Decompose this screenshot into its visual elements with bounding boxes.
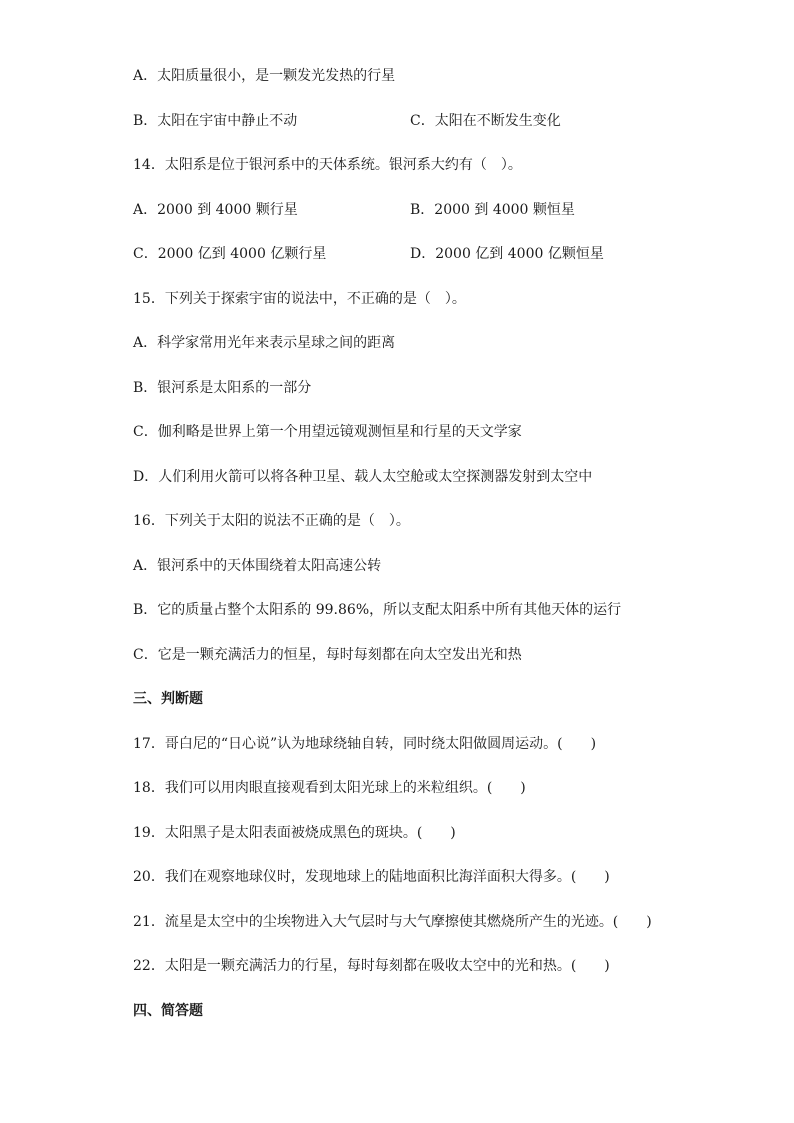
q16-option-b: B．它的质量占整个太阳系的 99.86%，所以支配太阳系中所有其他天体的运行	[133, 602, 622, 618]
judge-item-20: 20．我们在观察地球仪时，发现地球上的陆地面积比海洋面积大得多。( )	[133, 869, 610, 885]
judge-item-18: 18．我们可以用肉眼直接观看到太阳光球上的米粒组织。( )	[133, 780, 526, 796]
q16-stem: 16．下列关于太阳的说法不正确的是（ ）。	[133, 513, 410, 529]
section-3-heading: 三、判断题	[133, 691, 203, 707]
q13-option-c: C．太阳在不断发生变化	[410, 113, 561, 129]
q15-option-d: D．人们利用火箭可以将各种卫星、载人太空舱或太空探测器发射到太空中	[133, 469, 593, 485]
judge-item-21: 21．流星是太空中的尘埃物进入大气层时与大气摩擦使其燃烧所产生的光迹。( )	[133, 914, 652, 930]
judge-item-17: 17．哥白尼的“日心说”认为地球绕轴自转，同时绕太阳做圆周运动。( )	[133, 736, 597, 752]
q14-option-d: D．2000 亿到 4000 亿颗恒星	[410, 246, 604, 262]
q14-option-c: C．2000 亿到 4000 亿颗行星	[133, 246, 327, 262]
judge-item-22: 22．太阳是一颗充满活力的行星，每时每刻都在吸收太空中的光和热。( )	[133, 958, 610, 974]
q15-stem: 15．下列关于探索宇宙的说法中，不正确的是（ ）。	[133, 291, 466, 307]
q13-option-a: A．太阳质量很小，是一颗发光发热的行星	[133, 68, 396, 84]
section-4-heading: 四、简答题	[133, 1003, 203, 1019]
q15-option-c: C．伽利略是世界上第一个用望远镜观测恒星和行星的天文学家	[133, 424, 522, 440]
judge-item-19: 19．太阳黑子是太阳表面被烧成黑色的斑块。( )	[133, 825, 456, 841]
q16-option-a: A．银河系中的天体围绕着太阳高速公转	[133, 558, 382, 574]
q14-option-b: B．2000 到 4000 颗恒星	[410, 202, 575, 218]
q15-option-b: B．银河系是太阳系的一部分	[133, 380, 312, 396]
q14-option-a: A．2000 到 4000 颗行星	[133, 202, 298, 218]
q13-option-b: B．太阳在宇宙中静止不动	[133, 113, 298, 129]
q15-option-a: A．科学家常用光年来表示星球之间的距离	[133, 335, 396, 351]
q16-option-c: C．它是一颗充满活力的恒星，每时每刻都在向太空发出光和热	[133, 647, 522, 663]
q14-stem: 14．太阳系是位于银河系中的天体系统。银河系大约有（ ）。	[133, 157, 522, 173]
